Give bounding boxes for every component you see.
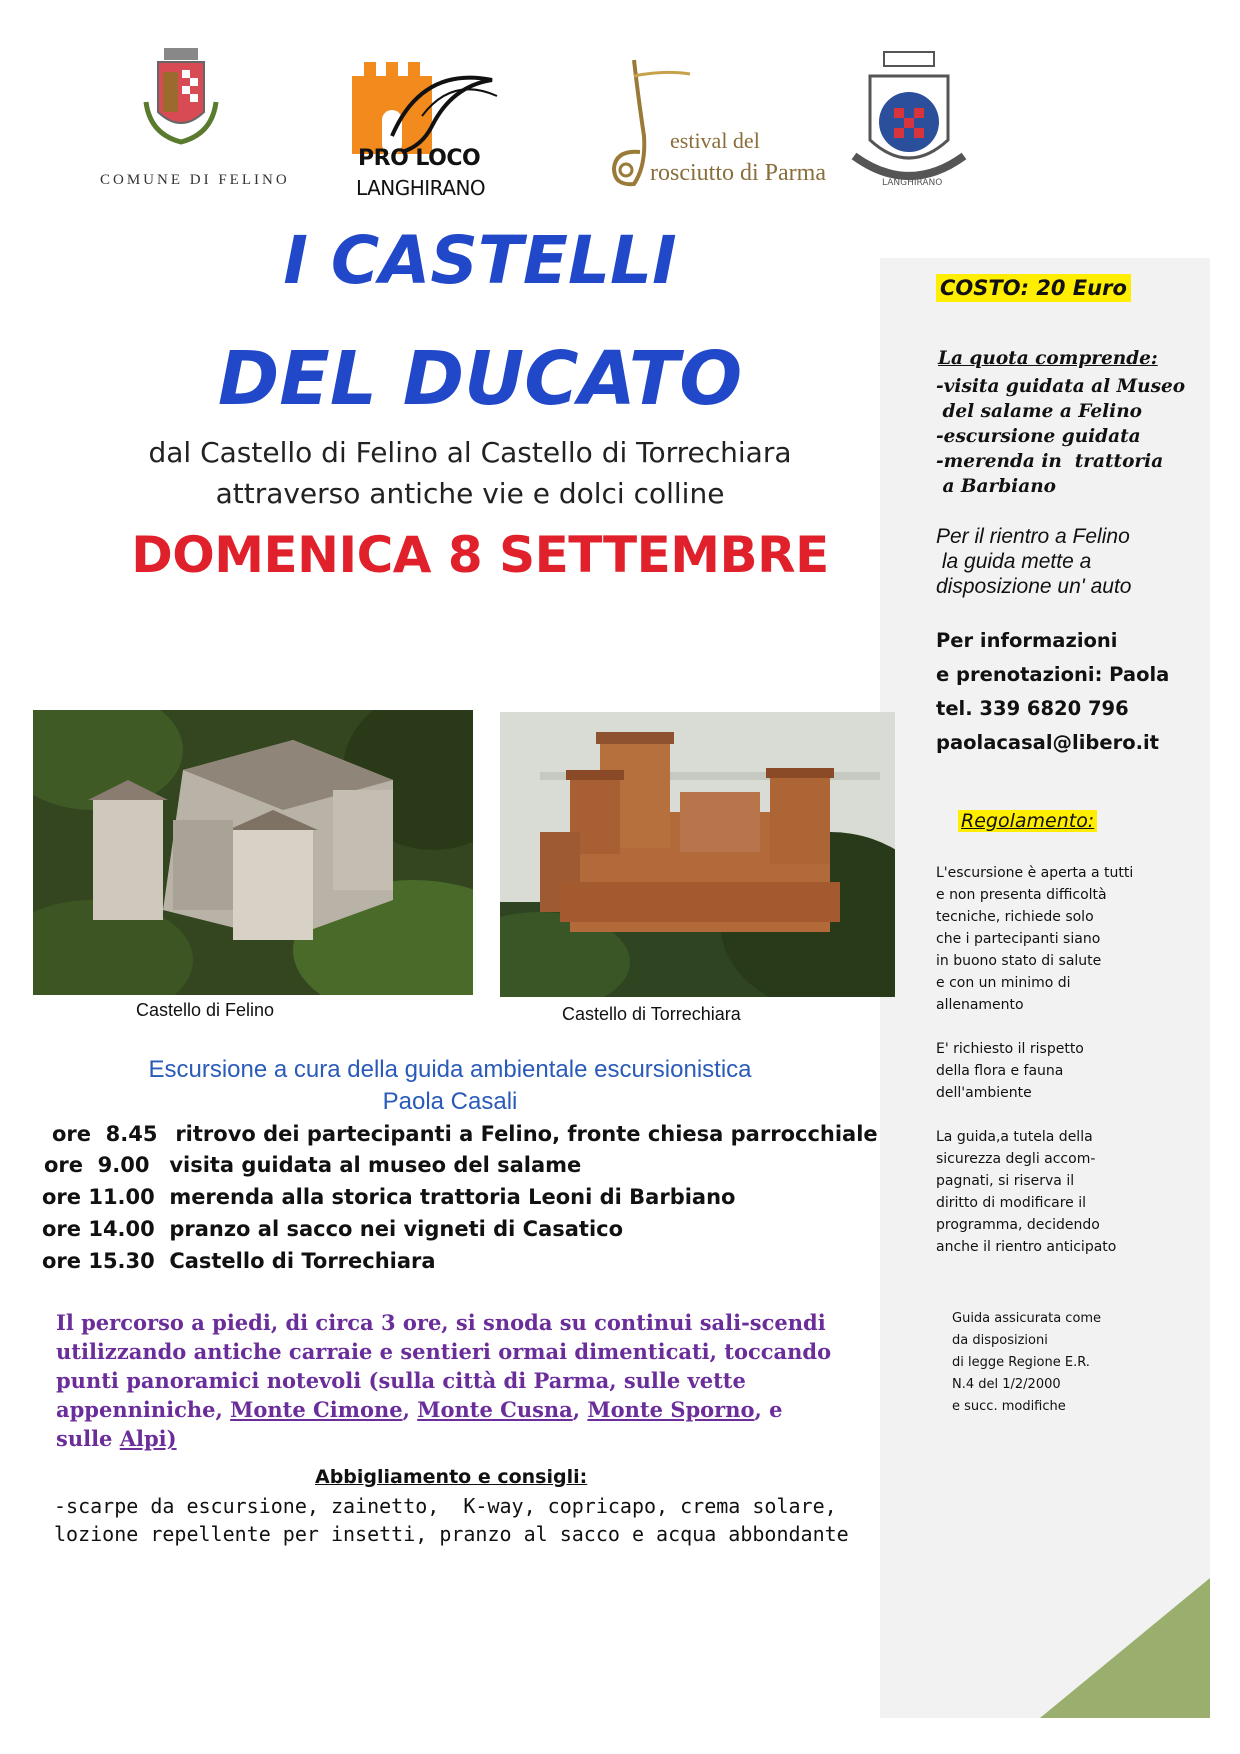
route-line [56,1424,856,1453]
rules-line: e non presenta difficoltà [936,887,1107,903]
schedule-time: ore 9.00 [44,1153,150,1177]
insurance-line: e succ. modifiche [952,1399,1066,1414]
castello-felino-photo [33,710,473,995]
rules-line: allenamento [936,997,1024,1013]
route-text: , e [754,1397,783,1422]
route-line [56,1395,856,1424]
rules-paragraph-1 [936,862,1133,1016]
route-description [56,1308,856,1453]
info-sidebar [880,258,1210,1718]
route-sep: , [572,1397,588,1422]
guide-name: Paola Casali [382,1088,518,1115]
schedule-row [42,1217,623,1241]
rules-line: della flora e fauna [936,1063,1064,1079]
schedule-row [52,1122,878,1146]
rules-line: programma, decidendo [936,1217,1100,1233]
route-text: sulle [56,1426,120,1451]
insurance-line: N.4 del 1/2/2000 [952,1377,1061,1392]
insurance-note [952,1308,1101,1418]
cost-badge: COSTO: 20 Euro [936,274,1131,302]
rules-line: anche il rientro anticipato [936,1239,1117,1255]
festival-label-line1: estival del [670,128,760,153]
includes-item: a Barbiano [936,476,1056,497]
felino-coat-of-arms-logo [136,42,226,160]
insurance-line: di legge Regione E.R. [952,1355,1090,1370]
contact-phone: tel. 339 6820 796 [936,697,1129,720]
rules-line: che i partecipanti siano [936,931,1101,947]
rules-line: diritto di modificare il [936,1195,1087,1211]
alpi-link[interactable]: Alpi) [119,1426,177,1451]
felino-logo-label: COMUNE DI FELINO [100,172,290,188]
route-text: appenniniche, [56,1397,231,1422]
subtitle-line1: dal Castello di Felino al Castello di Torrechiara [148,436,792,469]
mount-cimone-link[interactable]: Monte Cimone [230,1397,403,1422]
mount-sporno-link[interactable]: Monte Sporno [587,1397,755,1422]
return-info: disposizione un' auto [936,575,1132,598]
route-line: utilizzando antiche carraie e sentieri ormai dimenticati, toccando [56,1339,832,1364]
route-sep: , [402,1397,418,1422]
route-line: Il percorso a piedi, di circa 3 ore, si snoda su continui sali-scendi [56,1310,826,1335]
includes-item: -escursione guidata [936,426,1141,447]
return-info: Per il rientro a Felino [936,525,1130,548]
schedule-time: ore 15.30 [42,1249,155,1273]
rules-line: in buono stato di salute [936,953,1102,969]
return-info: la guida mette a [936,550,1092,573]
contact-info: Per informazioni [936,629,1118,652]
schedule-time: ore 8.45 [52,1122,158,1146]
langhirano-coat-of-arms-logo [850,46,968,196]
schedule-activity: ritrovo dei partecipanti a Felino, fronte chiesa parrocchiale [175,1122,878,1146]
festival-label-line2: rosciutto di Parma [650,160,826,186]
rules-line: La guida,a tutela della [936,1129,1093,1145]
rules-line: sicurezza degli accom- [936,1151,1096,1167]
includes-item: del salame a Felino [936,401,1142,422]
mount-cusna-link[interactable]: Monte Cusna [417,1397,573,1422]
title-line2: DEL DUCATO [217,336,743,422]
clothing-line: lozione repellente per insetti, pranzo al sacco e acqua abbondante [54,1522,849,1546]
includes-item: -visita guidata al Museo [936,376,1186,397]
rules-paragraph-3 [936,1126,1116,1258]
schedule-activity: visita guidata al museo del salame [169,1153,582,1177]
rules-line: L'escursione è aperta a tutti [936,865,1134,881]
langhirano-seal-label: LANGHIRANO [882,178,943,188]
schedule-activity: Castello di Torrechiara [169,1249,436,1273]
rules-line: pagnati, si riserva il [936,1173,1075,1189]
subtitle-line2: attraverso antiche vie e dolci colline [215,477,725,510]
schedule-activity: pranzo al sacco nei vigneti di Casatico [169,1217,624,1241]
clothing-heading: Abbigliamento e consigli: [315,1466,588,1488]
rules-heading: Regolamento: [958,810,1097,832]
route-line: punti panoramici notevoli (sulla città di Parma, sulle vette [56,1368,746,1393]
includes-item: -merenda in trattoria [936,451,1164,472]
rules-paragraph-2 [936,1038,1084,1104]
contact-email: paolacasal@libero.it [936,731,1160,754]
schedule-time: ore 14.00 [42,1217,155,1241]
rules-line: dell'ambiente [936,1085,1032,1101]
clothing-line: -scarpe da escursione, zainetto, K-way, copricapo, crema solare, [54,1494,837,1518]
includes-heading: La quota comprende: [938,348,1158,369]
schedule-row [44,1153,581,1177]
schedule-time: ore 11.00 [42,1185,155,1209]
schedule-activity: merenda alla storica trattoria Leoni di Barbiano [169,1185,736,1209]
schedule-row [42,1249,436,1273]
rules-line: tecniche, richiede solo [936,909,1094,925]
rules-line: E' richiesto il rispetto [936,1041,1084,1057]
event-date: DOMENICA 8 SETTEMBRE [131,526,829,584]
castello-torrechiara-photo [500,712,895,997]
corner-triangle-decoration [1040,1578,1210,1718]
guide-line1: Escursione a cura della guida ambientale escursionistica [148,1056,752,1083]
title-line1: I CASTELLI [283,222,677,299]
proloco-town-label: LANGHIRANO [356,176,486,200]
caption-castello-felino: Castello di Felino [136,1000,275,1020]
caption-castello-torrechiara: Castello di Torrechiara [562,1004,741,1024]
schedule-row [42,1185,735,1209]
insurance-line: da disposizioni [952,1333,1048,1348]
contact-info: e prenotazioni: Paola [936,663,1170,686]
insurance-line: Guida assicurata come [952,1311,1102,1326]
rules-line: e con un minimo di [936,975,1071,991]
proloco-label: PRO LOCO [358,146,481,171]
